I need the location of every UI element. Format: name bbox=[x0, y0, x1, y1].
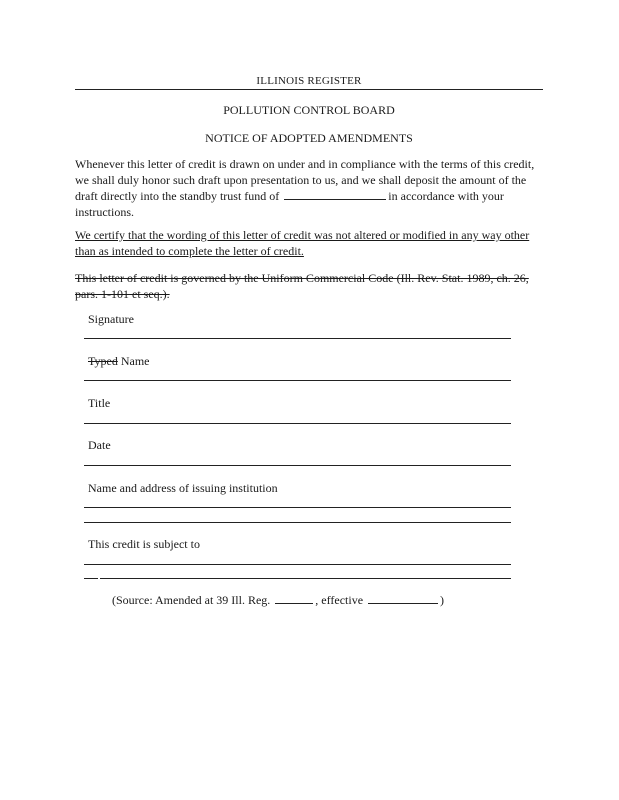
typed-struck-text: Typed bbox=[88, 354, 118, 368]
date-line bbox=[106, 465, 511, 466]
subject-line-1 bbox=[84, 564, 511, 565]
effective-date-blank bbox=[368, 592, 438, 604]
trust-fund-blank bbox=[284, 188, 386, 200]
paragraph-draw-terms bbox=[75, 157, 537, 220]
notice-title: NOTICE OF ADOPTED AMENDMENTS bbox=[205, 131, 413, 145]
subject-line-short bbox=[84, 578, 98, 579]
signature-label: Signature bbox=[88, 312, 134, 326]
date-label: Date bbox=[88, 438, 111, 452]
paragraph-governed-by: This letter of credit is governed by the Uniform Commercial Code (Ill. Rev. Stat. 1989, ch. 26, pars. 1-101 et seq.). bbox=[75, 271, 529, 301]
source-note bbox=[112, 592, 444, 608]
paragraph-draw-terms-text: Whenever this letter of credit is drawn on under and in compliance with the terms of this credit, we shall duly honor such draft upon presentation to us, and we shall deposit the amount of the draft directly into the standby trust fund of bbox=[75, 157, 535, 203]
source-text-2: , effective bbox=[315, 593, 364, 607]
board-title: POLLUTION CONTROL BOARD bbox=[223, 103, 395, 117]
source-text-3: ) bbox=[440, 593, 445, 607]
name-label-text: Name bbox=[120, 354, 150, 368]
name-line bbox=[84, 380, 511, 381]
title-line bbox=[84, 423, 511, 424]
signature-line bbox=[84, 338, 511, 339]
name-label bbox=[88, 354, 149, 369]
paragraph-certification: We certify that the wording of this letter of credit was not altered or modified in any way other than as intended to complete the letter of credit. bbox=[75, 228, 530, 258]
institution-line-1 bbox=[84, 507, 511, 508]
subject-line-2 bbox=[100, 578, 511, 579]
date-line-short bbox=[84, 465, 106, 466]
subject-label: This credit is subject to bbox=[88, 537, 200, 551]
source-text-1: (Source: Amended at 39 Ill. Reg. bbox=[112, 593, 271, 607]
title-label: Title bbox=[88, 396, 111, 410]
institution-label: Name and address of issuing institution bbox=[88, 481, 278, 495]
institution-line-2 bbox=[84, 522, 511, 523]
register-page-blank bbox=[275, 592, 313, 604]
register-header: ILLINOIS REGISTER bbox=[75, 75, 543, 90]
paragraph-draw-terms-end: in accordance with your instructions. bbox=[75, 189, 504, 219]
